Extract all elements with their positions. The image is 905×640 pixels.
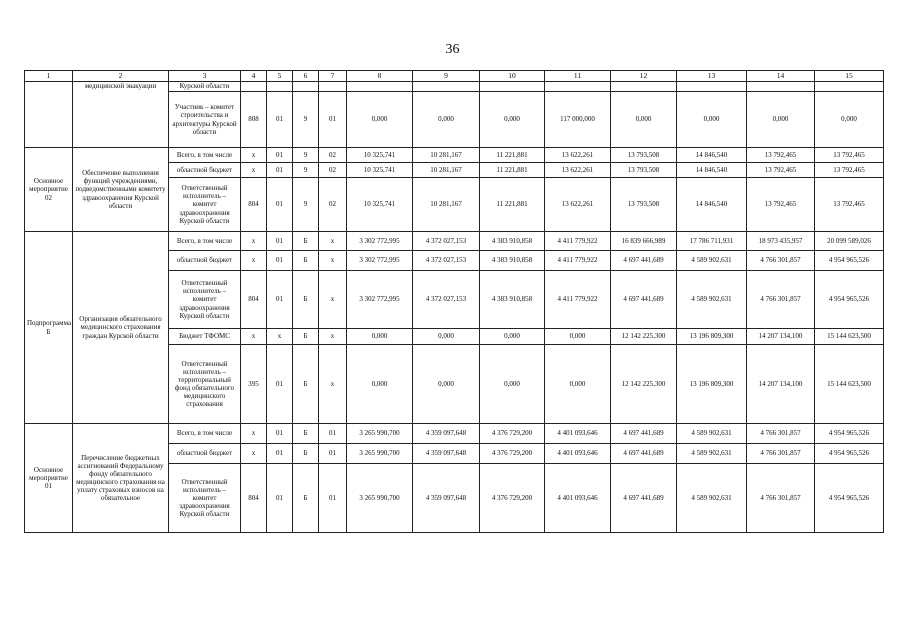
value-cell: 4 383 910,858 xyxy=(480,271,545,329)
value-cell: 3 265 990,700 xyxy=(347,424,413,444)
value-cell: 02 xyxy=(319,178,347,232)
funding-source-cell: Ответственный исполнитель – комитет здравоохранения Курской области xyxy=(169,464,241,533)
value-cell: 9 xyxy=(293,163,319,178)
value-cell: 4 697 441,689 xyxy=(611,271,677,329)
value-cell: x xyxy=(319,271,347,329)
value-cell: 17 786 711,931 xyxy=(677,232,747,251)
value-cell xyxy=(747,82,815,92)
value-cell: 395 xyxy=(241,345,267,424)
value-cell: Б xyxy=(293,329,319,345)
value-cell: 0,000 xyxy=(747,92,815,148)
value-cell: 808 xyxy=(241,92,267,148)
value-cell: x xyxy=(267,329,293,345)
value-cell: 11 221,881 xyxy=(480,163,545,178)
column-header: 4 xyxy=(241,71,267,82)
value-cell: 4 766 301,857 xyxy=(747,444,815,464)
value-cell: 4 372 027,153 xyxy=(413,232,480,251)
value-cell: 20 099 589,026 xyxy=(815,232,884,251)
value-cell: 804 xyxy=(241,178,267,232)
value-cell: 4 954 965,526 xyxy=(815,251,884,271)
value-cell: 4 697 441,689 xyxy=(611,464,677,533)
value-cell: 01 xyxy=(267,345,293,424)
event-code-cell: Подпрограмма Б xyxy=(25,232,73,424)
value-cell: 01 xyxy=(319,464,347,533)
value-cell: 10 325,741 xyxy=(347,148,413,163)
value-cell: x xyxy=(319,345,347,424)
funding-source-cell: Бюджет ТФОМС xyxy=(169,329,241,345)
value-cell: 10 281,167 xyxy=(413,178,480,232)
event-name-cell: Организация обязательного медицинского страхования граждан Курской области xyxy=(73,232,169,424)
value-cell: 11 221,881 xyxy=(480,178,545,232)
value-cell: 01 xyxy=(267,92,293,148)
value-cell: 4 376 729,200 xyxy=(480,444,545,464)
funding-source-cell: Ответственный исполнитель – комитет здравоохранения Курской области xyxy=(169,178,241,232)
value-cell: 804 xyxy=(241,271,267,329)
column-header: 10 xyxy=(480,71,545,82)
value-cell: 01 xyxy=(319,92,347,148)
value-cell: 13 792,465 xyxy=(747,148,815,163)
value-cell: 18 973 435,957 xyxy=(747,232,815,251)
event-code-cell xyxy=(25,82,73,148)
value-cell: 4 376 729,200 xyxy=(480,424,545,444)
event-code-cell: Основное мероприятие 01 xyxy=(25,424,73,533)
value-cell: 01 xyxy=(267,148,293,163)
value-cell: 4 697 441,689 xyxy=(611,251,677,271)
value-cell: 10 281,167 xyxy=(413,163,480,178)
value-cell: 4 954 965,526 xyxy=(815,271,884,329)
funding-source-cell: областной бюджет xyxy=(169,251,241,271)
value-cell: 01 xyxy=(267,178,293,232)
column-header: 3 xyxy=(169,71,241,82)
value-cell: 0,000 xyxy=(480,92,545,148)
value-cell: 4 359 097,648 xyxy=(413,424,480,444)
table-row xyxy=(25,232,884,251)
value-cell: 01 xyxy=(267,251,293,271)
value-cell: 4 411 779,922 xyxy=(545,251,611,271)
value-cell: 14 846,540 xyxy=(677,178,747,232)
column-header: 13 xyxy=(677,71,747,82)
value-cell: 10 281,167 xyxy=(413,148,480,163)
value-cell: 4 401 093,646 xyxy=(545,464,611,533)
value-cell xyxy=(319,82,347,92)
funding-source-cell: областной бюджет xyxy=(169,444,241,464)
value-cell: 01 xyxy=(267,424,293,444)
value-cell: 0,000 xyxy=(480,329,545,345)
value-cell: 13 792,465 xyxy=(815,178,884,232)
funding-source-cell: Всего, в том числе xyxy=(169,148,241,163)
value-cell: 0,000 xyxy=(611,92,677,148)
table-row xyxy=(25,148,884,163)
column-header: 5 xyxy=(267,71,293,82)
value-cell: 4 359 097,648 xyxy=(413,464,480,533)
event-name-cell: Обеспечение выполнения функций учреждениями, подведомственными комитету здравоохранения Курской области xyxy=(73,148,169,232)
table-row xyxy=(25,82,884,92)
value-cell: 804 xyxy=(241,464,267,533)
value-cell: 117 000,000 xyxy=(545,92,611,148)
value-cell: 13 792,465 xyxy=(815,163,884,178)
value-cell: 13 793,508 xyxy=(611,148,677,163)
value-cell: x xyxy=(241,329,267,345)
value-cell: 4 401 093,646 xyxy=(545,424,611,444)
value-cell: 01 xyxy=(319,424,347,444)
page-number: 36 xyxy=(445,42,460,57)
value-cell: x xyxy=(241,251,267,271)
value-cell: 4 383 910,858 xyxy=(480,232,545,251)
value-cell: Б xyxy=(293,271,319,329)
value-cell: x xyxy=(241,163,267,178)
event-code-cell: Основное мероприятие 02 xyxy=(25,148,73,232)
value-cell: 14 846,540 xyxy=(677,148,747,163)
value-cell xyxy=(480,82,545,92)
value-cell: 4 766 301,857 xyxy=(747,271,815,329)
value-cell: Б xyxy=(293,464,319,533)
value-cell: 10 325,741 xyxy=(347,178,413,232)
value-cell: 3 265 990,700 xyxy=(347,464,413,533)
value-cell xyxy=(545,82,611,92)
value-cell: 4 376 729,200 xyxy=(480,464,545,533)
event-name-cell: медицинской эвакуации xyxy=(73,82,169,148)
table-body xyxy=(25,71,884,533)
value-cell: 13 793,508 xyxy=(611,178,677,232)
value-cell: x xyxy=(319,329,347,345)
value-cell: x xyxy=(319,251,347,271)
value-cell: 4 697 441,689 xyxy=(611,444,677,464)
value-cell: 02 xyxy=(319,148,347,163)
column-header: 14 xyxy=(747,71,815,82)
funding-source-cell: Курской области xyxy=(169,82,241,92)
value-cell xyxy=(611,82,677,92)
column-header: 6 xyxy=(293,71,319,82)
value-cell: 9 xyxy=(293,178,319,232)
value-cell: Б xyxy=(293,444,319,464)
value-cell: x xyxy=(241,444,267,464)
value-cell: 0,000 xyxy=(347,92,413,148)
value-cell: 12 142 225,300 xyxy=(611,329,677,345)
value-cell: 15 144 623,500 xyxy=(815,329,884,345)
value-cell: 01 xyxy=(267,464,293,533)
column-header: 9 xyxy=(413,71,480,82)
value-cell xyxy=(267,82,293,92)
value-cell: 13 196 809,300 xyxy=(677,345,747,424)
value-cell: 4 372 027,153 xyxy=(413,271,480,329)
value-cell: 4 766 301,857 xyxy=(747,464,815,533)
value-cell: 01 xyxy=(267,163,293,178)
value-cell: 0,000 xyxy=(545,345,611,424)
value-cell: 3 302 772,995 xyxy=(347,271,413,329)
column-header: 15 xyxy=(815,71,884,82)
value-cell: 13 792,465 xyxy=(747,178,815,232)
value-cell xyxy=(677,82,747,92)
value-cell xyxy=(347,82,413,92)
value-cell: 9 xyxy=(293,148,319,163)
table-row xyxy=(25,424,884,444)
value-cell xyxy=(241,82,267,92)
value-cell: 0,000 xyxy=(545,329,611,345)
funding-source-cell: Всего, в том числе xyxy=(169,424,241,444)
value-cell: 0,000 xyxy=(480,345,545,424)
value-cell: Б xyxy=(293,251,319,271)
column-header: 11 xyxy=(545,71,611,82)
value-cell: 0,000 xyxy=(413,345,480,424)
value-cell: 01 xyxy=(267,232,293,251)
value-cell: Б xyxy=(293,345,319,424)
value-cell: 3 302 772,995 xyxy=(347,232,413,251)
value-cell: 4 766 301,857 xyxy=(747,251,815,271)
value-cell: 4 954 965,526 xyxy=(815,464,884,533)
funding-source-cell: Участник – комитет строительства и архитектуры Курской области xyxy=(169,92,241,148)
value-cell: 10 325,741 xyxy=(347,163,413,178)
value-cell: 4 589 902,631 xyxy=(677,271,747,329)
value-cell: 4 954 965,526 xyxy=(815,444,884,464)
value-cell: 0,000 xyxy=(677,92,747,148)
value-cell: x xyxy=(241,424,267,444)
value-cell: 3 265 990,700 xyxy=(347,444,413,464)
column-header: 12 xyxy=(611,71,677,82)
column-header: 2 xyxy=(73,71,169,82)
value-cell: 01 xyxy=(319,444,347,464)
value-cell: 4 589 902,631 xyxy=(677,251,747,271)
value-cell: 13 622,261 xyxy=(545,148,611,163)
value-cell: 13 793,508 xyxy=(611,163,677,178)
value-cell: 4 411 779,922 xyxy=(545,271,611,329)
funding-source-cell: Всего, в том числе xyxy=(169,232,241,251)
value-cell xyxy=(815,82,884,92)
value-cell: 4 589 902,631 xyxy=(677,464,747,533)
value-cell: 13 792,465 xyxy=(815,148,884,163)
event-name-cell: Перечисление бюджетных ассигнований Федеральному фонду обязательного медицинского страхования на уплату страховых взносов на обязательное xyxy=(73,424,169,533)
value-cell: 4 372 027,153 xyxy=(413,251,480,271)
value-cell: 0,000 xyxy=(347,345,413,424)
value-cell: 13 196 809,300 xyxy=(677,329,747,345)
value-cell: 4 589 902,631 xyxy=(677,424,747,444)
value-cell: 9 xyxy=(293,92,319,148)
value-cell: 14 207 134,100 xyxy=(747,345,815,424)
column-header: 8 xyxy=(347,71,413,82)
value-cell: 4 401 093,646 xyxy=(545,444,611,464)
value-cell: Б xyxy=(293,232,319,251)
value-cell: 11 221,881 xyxy=(480,148,545,163)
funding-source-cell: областной бюджет xyxy=(169,163,241,178)
value-cell: 3 302 772,995 xyxy=(347,251,413,271)
value-cell: 4 359 097,648 xyxy=(413,444,480,464)
column-header-row xyxy=(25,71,884,82)
value-cell: x xyxy=(319,232,347,251)
value-cell: 4 589 902,631 xyxy=(677,444,747,464)
value-cell: 0,000 xyxy=(815,92,884,148)
value-cell: 02 xyxy=(319,163,347,178)
column-header: 1 xyxy=(25,71,73,82)
funding-source-cell: Ответственный исполнитель – комитет здравоохранения Курской области xyxy=(169,271,241,329)
value-cell: 0,000 xyxy=(413,92,480,148)
value-cell: 14 207 134,100 xyxy=(747,329,815,345)
value-cell: 13 622,261 xyxy=(545,163,611,178)
value-cell: x xyxy=(241,232,267,251)
value-cell: 01 xyxy=(267,271,293,329)
value-cell: Б xyxy=(293,424,319,444)
value-cell: 4 383 910,858 xyxy=(480,251,545,271)
value-cell: 4 766 301,857 xyxy=(747,424,815,444)
value-cell: 01 xyxy=(267,444,293,464)
funding-source-cell: Ответственный исполнитель – территориальный фонд обязательного медицинского страхования xyxy=(169,345,241,424)
column-header: 7 xyxy=(319,71,347,82)
value-cell xyxy=(413,82,480,92)
value-cell: 0,000 xyxy=(347,329,413,345)
value-cell: x xyxy=(241,148,267,163)
value-cell: 15 144 623,500 xyxy=(815,345,884,424)
value-cell: 12 142 225,300 xyxy=(611,345,677,424)
value-cell: 13 622,261 xyxy=(545,178,611,232)
value-cell: 16 839 666,989 xyxy=(611,232,677,251)
value-cell: 4 954 965,526 xyxy=(815,424,884,444)
value-cell: 14 846,540 xyxy=(677,163,747,178)
value-cell: 0,000 xyxy=(413,329,480,345)
value-cell: 13 792,465 xyxy=(747,163,815,178)
value-cell: 4 411 779,922 xyxy=(545,232,611,251)
budget-table xyxy=(24,70,884,533)
value-cell: 4 697 441,689 xyxy=(611,424,677,444)
value-cell xyxy=(293,82,319,92)
